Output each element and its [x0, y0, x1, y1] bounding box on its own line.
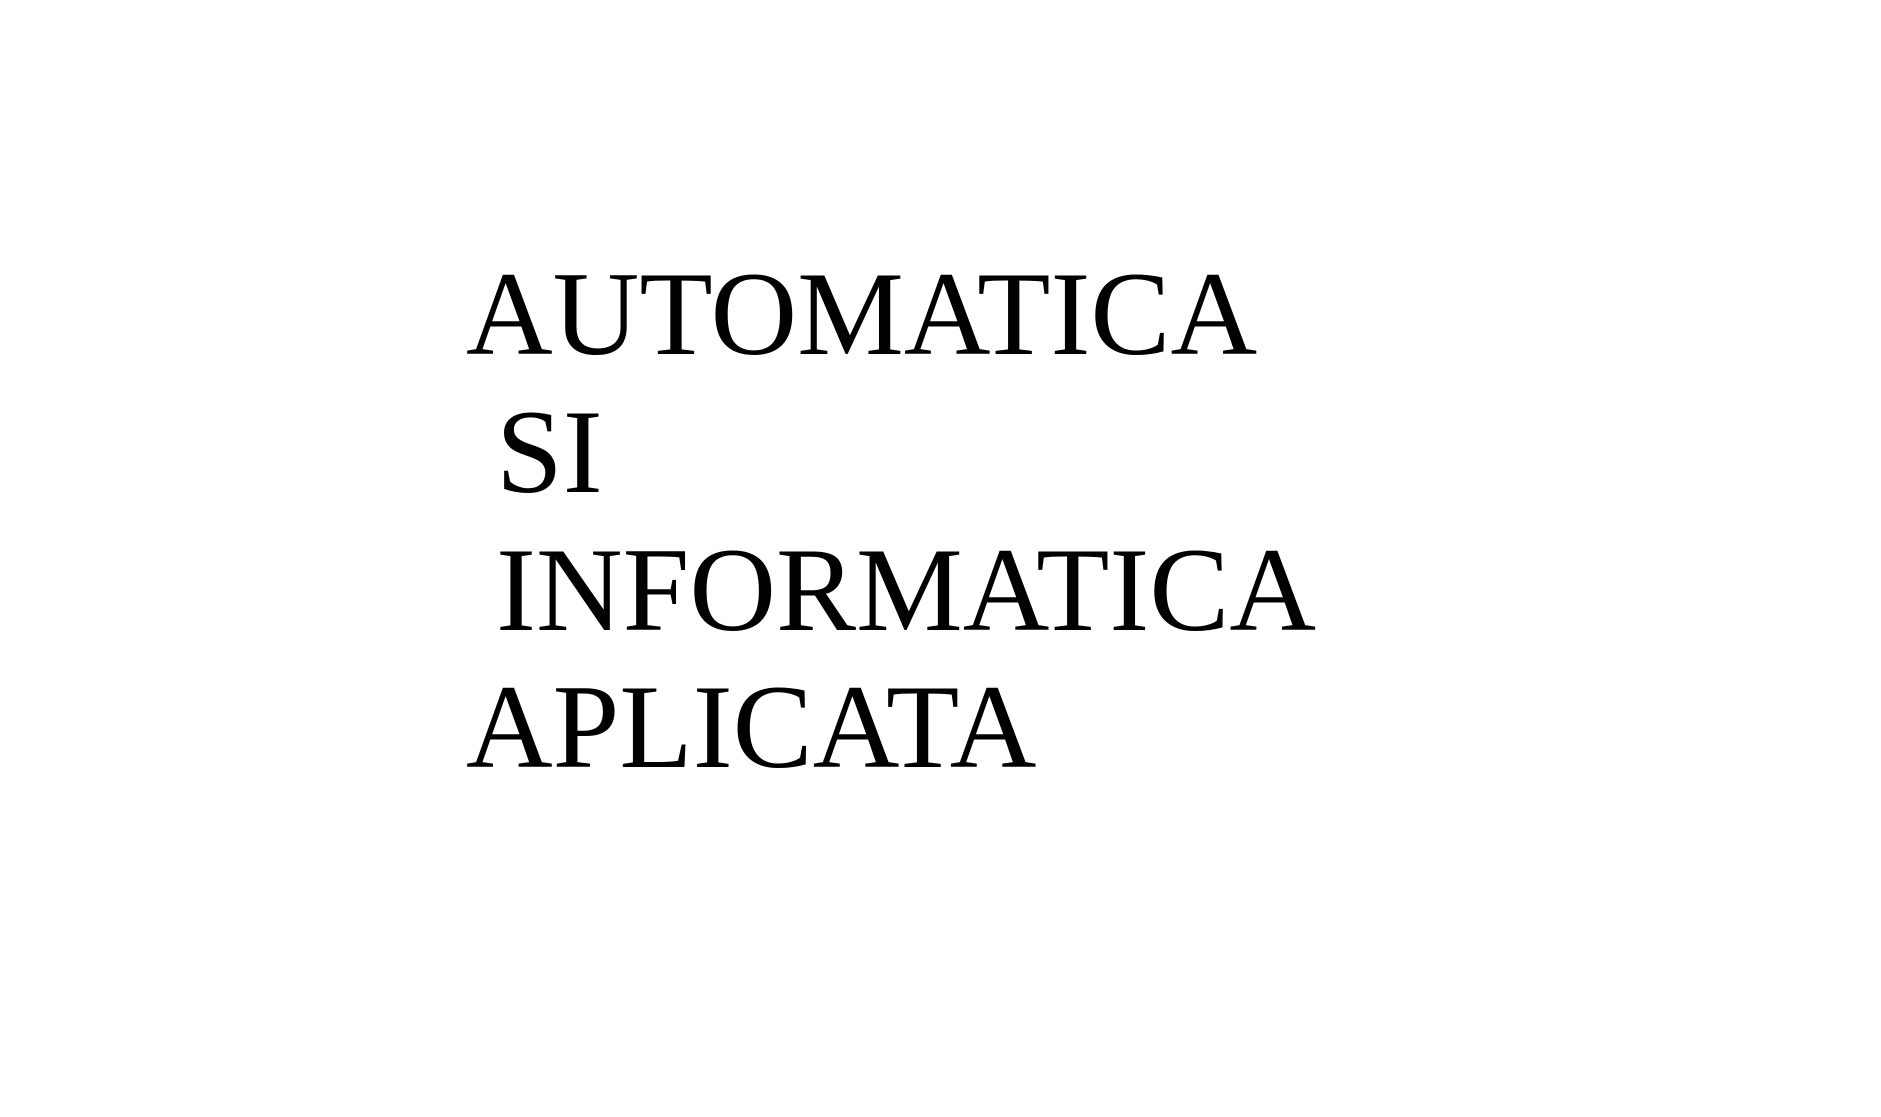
- title-line-automatica: AUTOMATICA: [466, 247, 1258, 380]
- title-line-informatica: INFORMATICA: [496, 523, 1317, 656]
- title-line-si: SI: [496, 385, 603, 518]
- title-line-aplicata: APLICATA: [466, 660, 1037, 793]
